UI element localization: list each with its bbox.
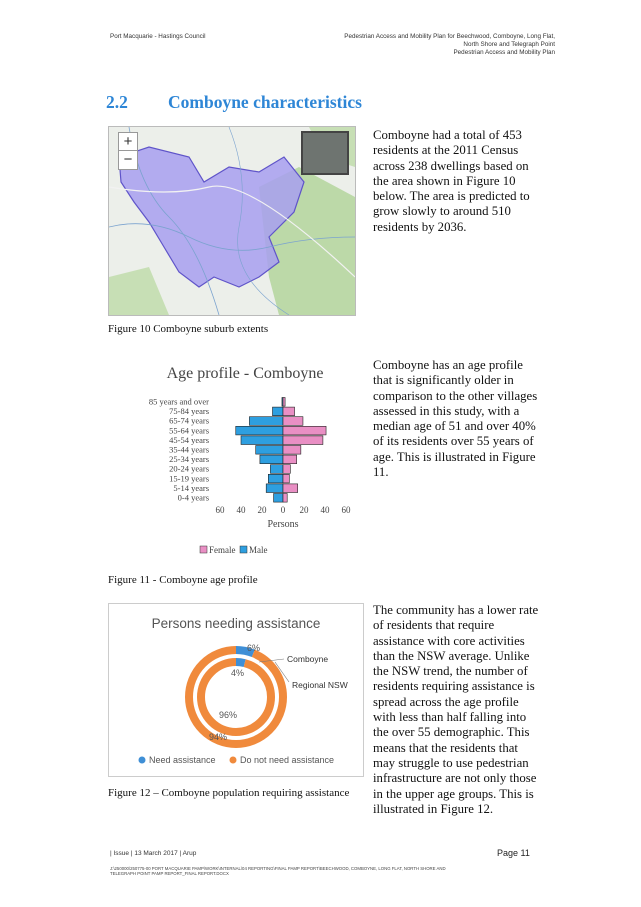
x-tick-label: 60: [341, 505, 351, 515]
header-left: Port Macquarie - Hastings Council: [110, 33, 206, 40]
series-label-regional: Regional NSW: [292, 680, 348, 690]
age-category-label: 0-4 years: [177, 492, 209, 503]
legend-need-dot: [139, 757, 146, 764]
age-category-label: 75-84 years: [169, 406, 209, 417]
map-inset[interactable]: [301, 131, 349, 175]
value-label-94: 94%: [209, 732, 228, 742]
footer-issue: | Issue | 13 March 2017 | Arup: [110, 850, 197, 857]
age-chart-title: Age profile - Comboyne: [166, 365, 324, 382]
legend-female-swatch: [200, 546, 207, 553]
age-category-label: 15-19 years: [169, 473, 209, 484]
figure-11-caption: Figure 11 - Comboyne age profile: [108, 574, 258, 586]
series-label-comboyne: Comboyne: [287, 654, 329, 664]
age-category-label: 65-74 years: [169, 415, 209, 426]
female-bar: [283, 446, 301, 455]
header-right-line: Pedestrian Access and Mobility Plan: [453, 49, 555, 56]
female-bar: [283, 465, 290, 474]
age-category-label: 20-24 years: [169, 463, 209, 474]
male-bar: [236, 426, 283, 435]
suburb-map[interactable]: [108, 126, 356, 316]
age-profile-chart: [105, 355, 365, 560]
paragraph-assistance: The community has a lower rate of residents that require assistance with core activities than the NSW average. Unlike the NSW trend, the number of residents requiring assistance is spread across the age profile with less than half falling into the over 55 demographic. This means that the residents that may struggle to use pedestrian infrastructure are not only those in the upper age groups. This is illustrated in Figure 12.: [373, 603, 539, 816]
female-bar: [283, 436, 323, 445]
female-bar: [283, 455, 297, 464]
age-category-label: 5-14 years: [173, 482, 209, 493]
figure-12-caption: Figure 12 – Comboyne population requiring assistance: [108, 787, 350, 799]
x-tick-label: 0: [280, 505, 286, 515]
paragraph-population: Comboyne had a total of 453 residents at the 2011 Census across 238 dwellings based on the area shown in Figure 10 below. The area is predicted to grow slowly to around 510 residents by 2036.: [373, 128, 530, 234]
age-category-label: 25-34 years: [169, 454, 209, 465]
header-right-line: North Shore and Telegraph Point: [463, 41, 555, 48]
header-right: [344, 33, 555, 57]
legend-need-label: Need assistance: [149, 755, 216, 765]
male-bar: [260, 455, 283, 464]
female-bar: [283, 474, 289, 483]
male-bar: [273, 407, 284, 416]
value-label-96: 96%: [219, 710, 238, 720]
age-chart-xlabel: Persons: [267, 519, 299, 530]
male-bar: [266, 484, 283, 493]
assistance-chart-box: [108, 603, 364, 777]
value-label-4: 4%: [231, 668, 245, 678]
age-category-label: 45-54 years: [169, 434, 209, 445]
paragraph-age-profile: Comboyne has an age profile that is significantly older in comparison to the other villages assessed in this study, with a median age of 51 and over 40% of its residents over 55 years of age. This is illustrated in Figure 11.: [373, 358, 538, 480]
age-category-label: 35-44 years: [169, 444, 209, 455]
figure-10-caption: Figure 10 Comboyne suburb extents: [108, 323, 269, 335]
header-right-line: Pedestrian Access and Mobility Plan for Beechwood, Comboyne, Long Flat,: [344, 33, 555, 40]
age-category-label: 85 years and over: [148, 396, 209, 407]
legend-male-label: Male: [249, 545, 268, 555]
male-bar: [249, 417, 283, 426]
legend-female-label: Female: [209, 545, 236, 555]
section-number: 2.2: [106, 92, 128, 112]
page-number: Page 11: [497, 848, 530, 858]
zoom-out-button[interactable]: −: [118, 150, 138, 170]
x-tick-label: 40: [320, 505, 330, 515]
female-bar: [283, 426, 326, 435]
age-category-label: 55-64 years: [169, 425, 209, 436]
female-bar: [283, 407, 295, 416]
male-bar: [241, 436, 283, 445]
female-bar: [283, 484, 298, 493]
male-bar: [274, 494, 283, 503]
male-bar: [256, 446, 283, 455]
value-label-6: 6%: [247, 643, 261, 653]
legend-male-swatch: [240, 546, 247, 553]
x-tick-label: 40: [236, 505, 246, 515]
female-bar: [283, 494, 287, 503]
footer-file-path: J:\250000\250775-00 PORT MACQUARIE PAMP\WORK\INTERNAL\04 REPORTING\FINAL PAMP REPORT\BEECHWOOD, COMBOYNE, LONG FLAT, NORTH SHORE AND TELEGRAPH POINT PAMP REPORT_FINAL REPORT.DOCX: [110, 866, 446, 877]
zoom-in-button[interactable]: +: [118, 132, 138, 152]
male-bar: [270, 465, 283, 474]
assistance-chart: [109, 604, 363, 776]
x-tick-label: 20: [299, 505, 309, 515]
assist-chart-title: Persons needing assistance: [151, 616, 321, 631]
female-bar: [283, 398, 285, 407]
legend-not-need-dot: [230, 757, 237, 764]
x-tick-label: 60: [215, 505, 225, 515]
x-tick-label: 20: [257, 505, 267, 515]
male-bar: [268, 474, 283, 483]
female-bar: [283, 417, 303, 426]
legend-not-need-label: Do not need assistance: [240, 755, 335, 765]
section-title: Comboyne characteristics: [168, 92, 362, 112]
